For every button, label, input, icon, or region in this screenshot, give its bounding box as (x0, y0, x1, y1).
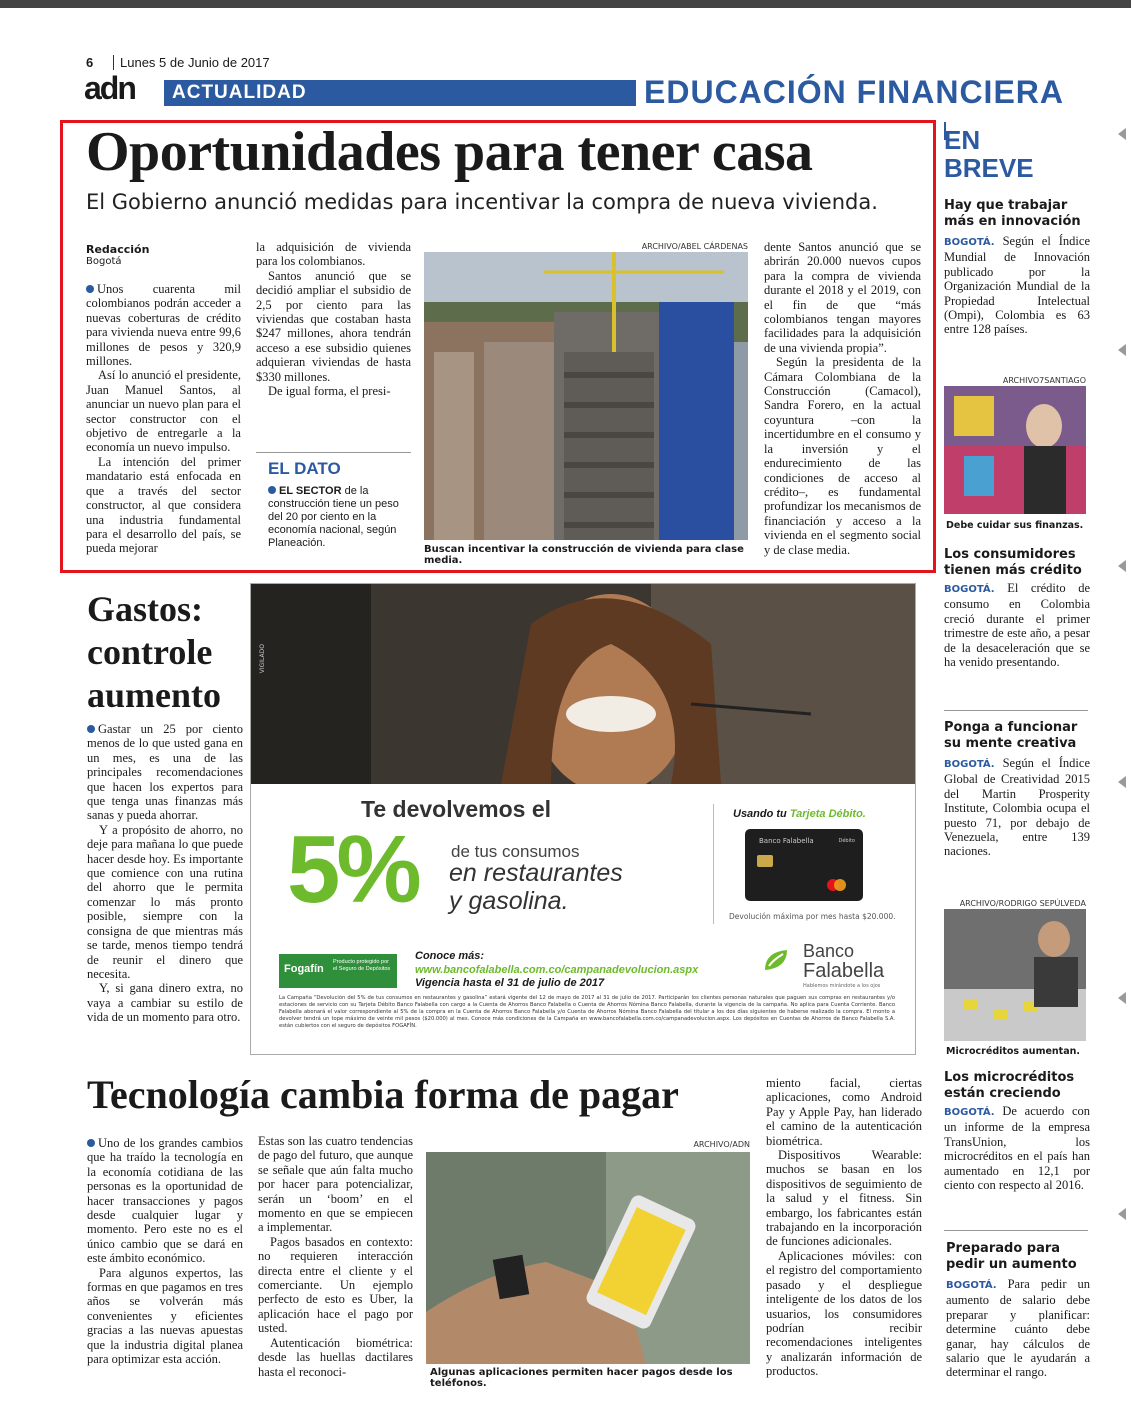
sidebar-photo2-caption: Microcréditos aumentan. (946, 1046, 1081, 1057)
chip-icon (757, 855, 773, 867)
category-title: EDUCACIÓN FINANCIERA (644, 74, 1064, 110)
brief-headline: Preparado para pedir un aumento (946, 1241, 1077, 1272)
sidebar-photo1-credit: ARCHIVO7SANTIAGO (1002, 376, 1086, 385)
card-brand: Banco Falabella (759, 837, 814, 845)
conoce-label: Conoce más: (415, 950, 485, 962)
main-col2: la adquisición de vivienda para los colombianos. Santos anunció que se decidió ampliar el subsidio de 2,5 por ciento para las viviendas que costaban hasta $247 millones, ahora tendrán acceso a ese subsidio quienes adquieran viviendas de hasta $330 millones. De igual forma, el presi- (256, 240, 411, 399)
sidebar-photo2-credit: ARCHIVO/RODRIGO SEPÚLVEDA (959, 899, 1086, 908)
edge-arrow-icon (1118, 560, 1126, 572)
tech-col2: Estas son las cuatro tendencias de pago del futuro, que aunque se señale que aún falta mucho por hacer para potencializar, serán un ‘boom’ en el momento en que se empiecen a implementar. Pagos basados en contexto: no requieren interacción directa entre el cliente y el comerciante. Un ejemplo perfecto de esto es Uber, la aplicación hace el pago por usted. Autenticación biométrica: desde las huellas dactilares hasta el reconoci- (258, 1134, 413, 1379)
tech-col1: Uno de los grandes cambios que ha traído la tecnología en la economía cotidiana de las personas es la oportunidad de hacer transacciones y pagos desde cualquier lugar y momento. Pero este no es el único cambio que se dará en este ámbito económico. Para algunos expertos, las formas en que pagamos en tres años se volverán más convenientes y eficientes gracias a las nuevas apuestas que la industria digital planea para optimizar esta acción. (87, 1136, 243, 1367)
dato-lead: EL SECTOR (279, 485, 342, 497)
page-number: 6 (86, 55, 94, 70)
main-title: Oportunidades para tener casa (86, 121, 813, 183)
sidebar-title-2: BREVE (944, 153, 1034, 183)
card-label: Usando tu Tarjeta Débito. (733, 808, 866, 820)
sidebar-photo1-caption: Debe cuidar sus finanzas. (946, 520, 1084, 531)
edge-arrow-icon (1118, 776, 1126, 788)
tech-photo-credit: ARCHIVO/ADN (693, 1140, 750, 1149)
card-max-text: Devolución máxima por mes hasta $20.000. (729, 912, 896, 921)
brief-headline: Los microcréditos están creciendo (944, 1070, 1075, 1101)
debit-card-image (745, 829, 863, 901)
tech-title: Tecnología cambia forma de pagar (87, 1072, 679, 1117)
ad-headline: Te devolvemos el (361, 796, 552, 822)
brief-item: Ponga a funcionar su mente creativa BOGOTÁ. Según el Índice Global de Creatividad 2015 del Martin Prosperity Institute, Colombia ocupa el puesto 71, por debajo de Venezuela, entre 139 naciones. (944, 720, 1090, 859)
falabella-ad[interactable] (250, 583, 916, 1055)
edge-arrow-icon (1118, 128, 1126, 140)
brief-headline: Los consumidores tienen más crédito (944, 547, 1082, 578)
ad-side-text: VIGILADO (259, 644, 266, 674)
fogafin-logo: Fogafín Producto protegido por el Seguro de Depósitos (279, 954, 397, 988)
edge-arrow-icon (1118, 992, 1126, 1004)
card-type: Débito (838, 838, 855, 844)
vigencia-text: Vigencia hasta el 31 de julio de 2017 (415, 977, 605, 989)
bullet-icon (268, 486, 276, 494)
author-location: Bogotá (86, 256, 122, 267)
ad-divider (713, 804, 714, 924)
toy-store-photo (944, 386, 1086, 514)
bullet-icon (87, 1139, 95, 1147)
author: Redacción (86, 243, 150, 256)
main-photo-caption: Buscan incentivar la construcción de vivienda para clase media. (424, 544, 744, 566)
main-col1: Unos cuarenta mil colombianos podrán acceder a nuevas coberturas de crédito para vivienda nueva entre 99,6 millones de pesos y 320,9 millones. Así lo anunció el presidente, Juan Manuel Santos, al anunciar un nuevo plan para el sector constructor con el objetivo de entregarle a la economía un nuevo impulso. La intención del primer mandatario está enfocada en que a través del sector constructor, al que considera una industria fundamental para el desarrollo del país, se pueda mejorar (86, 282, 241, 556)
edge-arrow-icon (1118, 1208, 1126, 1220)
sidebar-title-1: EN (944, 125, 981, 155)
bank-tagline: Hablemos mirándote a los ojos (803, 983, 881, 989)
ad-line1: de tus consumos (451, 842, 580, 861)
tech-col3: miento facial, ciertas aplicaciones, como Android Pay y Apple Pay, han liderado el camino de la autenticación biométrica. Dispositivos Wearable: muchos se basan en los dispositivos de seguimiento de la salud y el fitness. Sin embargo, los fabricantes están trabajando en la incorporación de funciones adicionales. Aplicaciones móviles: con el registro del comportamiento pasado y el despliegue inteligente de los datos de los usuarios, los consumidores podrían recibir recomendaciones inteligentes y analizarán información de productos. (766, 1076, 922, 1379)
bullet-icon (87, 725, 95, 733)
ad-line2: en restaurantes (449, 859, 623, 887)
section-label: ACTUALIDAD (172, 82, 307, 103)
brief-headline: Hay que trabajar más en innovación (944, 198, 1081, 229)
phone-photo (426, 1152, 750, 1364)
brief-item: Hay que trabajar más en innovación BOGOTÁ. Según el Índice Mundial de Innovación publicado por la Organización Mundial de la Propiedad Intelectual (Ompi), Colombia es 63 entre 128 países. (944, 198, 1090, 337)
gastos-title: Gastos: controle aumento (87, 589, 221, 715)
page-date: Lunes 5 de Junio de 2017 (113, 55, 270, 70)
main-photo-credit: ARCHIVO/ABEL CÁRDENAS (641, 242, 748, 251)
edge-arrow-icon (1118, 344, 1126, 356)
ad-line3: y gasolina. (449, 887, 569, 915)
dato-box (256, 452, 411, 550)
dato-text: de la construcción tiene un peso del 20 por ciento en la economía nacional, según Planeación. (268, 485, 399, 549)
falabella-leaf-icon (761, 946, 791, 976)
bank-name-1: Banco (803, 941, 855, 961)
main-col3: dente Santos anunció que se abrirán 20.000 nuevos cupos para la compra de vivienda durante el 2018 y el 2019, con el fin de que “más colombianos tengan mayores facilidades para la adquisición de una vivienda propia”. Según la presidenta de la Cámara Colombiana de la Construcción (Camacol), Sandra Forero, en la actual coyuntura –con la incertidumbre en el consumo y la inversión y el endurecimiento de las condiciones de acceso al crédito–, es fundamental profundizar los mecanismos de financiación y acceso a la vivienda en el segmento social y de clase media. (764, 240, 921, 557)
bank-name-2: Falabella (803, 960, 885, 982)
ad-legal-text: La Campaña “Devolución del 5% de tus consumos en restaurantes y gasolina” estará vigente del 12 de mayo de 2017 al 31 de julio de 2017. Participarán los clientes personas naturales que paguen sus compras en restaurantes y/o estaciones de servicio con su Tarjeta Débito Banco Falabella con cargo a la Cuenta de Ahorros Banco Falabella o Cuenta de Ahorros Nómina Banco Falabella, durante la vigencia de la campaña. No aplica para Cuenta Corriente. Banco Falabella abonará el valor correspondiente al 5% de la compra en la Cuenta de Ahorros Banco Falabella y/o Cuenta de Ahorros Nómina Banco Falabella del titular a los dos días siguientes de haberse realizado la compra. El monto a devolver tendrá un tope máximo de veinte mil pesos ($20.000) al mes. Conoce más condiciones de la Campaña en www.bancofalabella.com.co/campanadevolucion.aspx. Los depósitos en Cuentas de Ahorros de Banco Falabella S.A. están cubiertos con el seguro de depósitos FOGAFÍN. (279, 995, 895, 1029)
main-subtitle: El Gobierno anunció medidas para incentivar la compra de nueva vivienda. (86, 190, 878, 214)
top-edge (0, 0, 1131, 8)
tech-photo-caption: Algunas aplicaciones permiten hacer pagos desde los teléfonos. (430, 1367, 733, 1389)
adn-logo: adn (84, 70, 135, 106)
microcredit-photo (944, 909, 1086, 1041)
gastos-body: Gastar un 25 por ciento menos de lo que usted gana en un mes, es una de las principales recomendaciones que hacen los expertos para que tenga unas finanzas más sanas y pueda ahorrar. Y a propósito de ahorro, no deje para mañana lo que puede hacer desde hoy. Es importante que comience con una rutina del ahorro que le permita comenzar lo más pronto posible, siempre con la consigna de que mientras más se tarde, menos tiempo tendrá de reunir el dinero que necesita. Y, si gana dinero extra, no vaya a cambiar su estilo de vida de un momento para otro. (87, 722, 243, 1025)
brief-item: Los microcréditos están creciendo BOGOTÁ. De acuerdo con un informe de la empresa TransUnion, los microcréditos en el país han aumentado en 12,1 por ciento con respecto al 2016. (944, 1070, 1090, 1193)
dato-title: EL DATO (268, 459, 341, 478)
construction-photo (424, 252, 748, 540)
brief-item: Los consumidores tienen más crédito BOGOTÁ. El crédito de consumo en Colombia creció durante el primer trimestre de este año, a pesar de la desaceleración que se ha venido presentando. (944, 547, 1090, 670)
ad-percent: 5% (287, 816, 418, 923)
bullet-icon (86, 285, 94, 293)
brief-headline: Ponga a funcionar su mente creativa (944, 720, 1078, 751)
ad-url-link[interactable]: www.bancofalabella.com.co/campanadevolucion.aspx (415, 964, 699, 976)
section-banner (164, 80, 636, 106)
ad-woman-photo (251, 584, 916, 784)
brief-item: Preparado para pedir un aumento BOGOTÁ. Para pedir un aumento de salario debe preparar y planificar: determine cuánto debe ganar, hay cálculos de salario que le ayudarán a determinar el rango. (946, 1241, 1090, 1380)
